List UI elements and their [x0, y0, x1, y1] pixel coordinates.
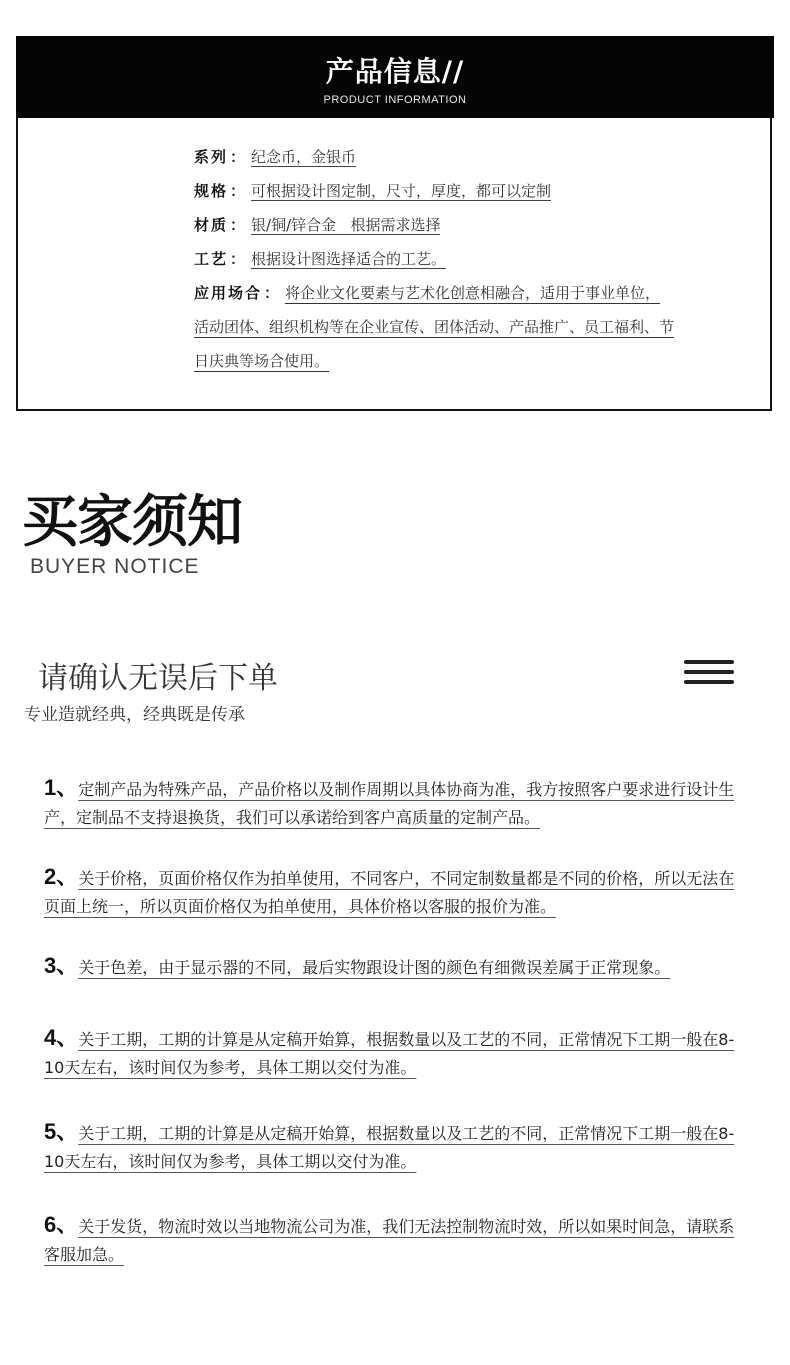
notice-number: 4 — [44, 1025, 57, 1050]
spec-key: 材质 — [194, 216, 229, 234]
spec-row-craft: 工艺 ： 根据设计图选择适合的工艺。 — [194, 250, 447, 268]
notice-text: 关于工期，工期的计算是从定稿开始算，根据数量以及工艺的不同，正常情况下工期一般在8-10天左右，该时间仅为参考，具体工期以交付为准。 — [44, 1030, 735, 1077]
spec-row-application: 应用场合 ： 将企业文化要素与艺术化创意相融合，适用于事业单位，活动团体、组织机构等在企业宣传、团体活动、产品推广、员工福利、节日庆典等场合使用。 — [194, 284, 675, 370]
notice-item: 4、关于工期，工期的计算是从定稿开始算，根据数量以及工艺的不同，正常情况下工期一般在8-10天左右，该时间仅为参考，具体工期以交付为准。 — [44, 1025, 735, 1077]
spec-value: 纪念币，金银币 — [251, 148, 357, 166]
notice-text: 关于工期，工期的计算是从定稿开始算，根据数量以及工艺的不同，正常情况下工期一般在8-10天左右，该时间仅为参考，具体工期以交付为准。 — [44, 1124, 735, 1171]
spec-row-series: 系列 ： 纪念币，金银币 — [194, 148, 357, 166]
product-info-subtitle: PRODUCT INFORMATION — [323, 94, 467, 106]
notice-number: 5 — [44, 1119, 57, 1144]
notice-text: 关于色差，由于显示器的不同，最后实物跟设计图的颜色有细微误差属于正常现象。 — [78, 958, 671, 977]
notice-item: 5、关于工期，工期的计算是从定稿开始算，根据数量以及工艺的不同，正常情况下工期一般在8-10天左右，该时间仅为参考，具体工期以交付为准。 — [44, 1119, 735, 1171]
confirm-title: 请确认无误后下单 — [38, 661, 278, 696]
product-info-title: 产品信息// — [325, 55, 465, 88]
notice-text: 关于发货，物流时效以当地物流公司为准，我们无法控制物流时效，所以如果时间急，请联系客服加急。 — [44, 1217, 735, 1264]
spec-row-size: 规格 ： 可根据设计图定制，尺寸，厚度，都可以定制 — [194, 182, 552, 200]
notice-item: 3、关于色差，由于显示器的不同，最后实物跟设计图的颜色有细微误差属于正常现象。 — [44, 953, 671, 978]
confirm-subtitle: 专业造就经典，经典既是传承 — [24, 705, 245, 725]
buyer-notice-subtitle: BUYER NOTICE — [30, 555, 200, 578]
spec-row-material: 材质 ： 银/铜/锌合金 根据需求选择 — [194, 216, 441, 234]
notice-item: 2、关于价格，页面价格仅作为拍单使用，不同客户，不同定制数量都是不同的价格，所以无法在页面上统一，所以页面价格仅为拍单使用，具体价格以客服的报价为准。 — [44, 864, 735, 916]
notice-number: 2 — [44, 864, 57, 889]
menu-icon — [684, 660, 734, 690]
notice-text: 关于价格，页面价格仅作为拍单使用，不同客户，不同定制数量都是不同的价格，所以无法在页面上统一，所以页面价格仅为拍单使用，具体价格以客服的报价为准。 — [44, 869, 735, 916]
buyer-notice-title: 买家须知 — [22, 489, 242, 555]
spec-value: 根据设计图选择适合的工艺。 — [251, 250, 447, 268]
notice-item: 6、关于发货，物流时效以当地物流公司为准，我们无法控制物流时效，所以如果时间急，请联系客服加急。 — [44, 1212, 735, 1264]
notice-number: 6 — [44, 1212, 57, 1237]
spec-list — [194, 146, 674, 378]
notice-number: 3 — [44, 953, 57, 978]
product-info-box — [16, 36, 772, 411]
product-info-header — [16, 36, 774, 118]
notice-number: 1 — [44, 775, 57, 800]
spec-key: 应用场合 — [194, 284, 263, 302]
spec-value: 可根据设计图定制，尺寸，厚度，都可以定制 — [251, 182, 552, 200]
spec-value: 银/铜/锌合金 根据需求选择 — [251, 216, 441, 234]
notice-item: 1、定制产品为特殊产品，产品价格以及制作周期以具体协商为准，我方按照客户要求进行设计生产，定制品不支持退换货，我们可以承诺给到客户高质量的定制产品。 — [44, 775, 735, 827]
spec-key: 系列 — [194, 148, 229, 166]
spec-value: 将企业文化要素与艺术化创意相融合，适用于事业单位，活动团体、组织机构等在企业宣传、团体活动、产品推广、员工福利、节日庆典等场合使用。 — [194, 284, 675, 370]
notice-text: 定制产品为特殊产品，产品价格以及制作周期以具体协商为准，我方按照客户要求进行设计生产，定制品不支持退换货，我们可以承诺给到客户高质量的定制产品。 — [44, 780, 735, 827]
spec-key: 工艺 — [194, 250, 229, 268]
spec-key: 规格 — [194, 182, 229, 200]
